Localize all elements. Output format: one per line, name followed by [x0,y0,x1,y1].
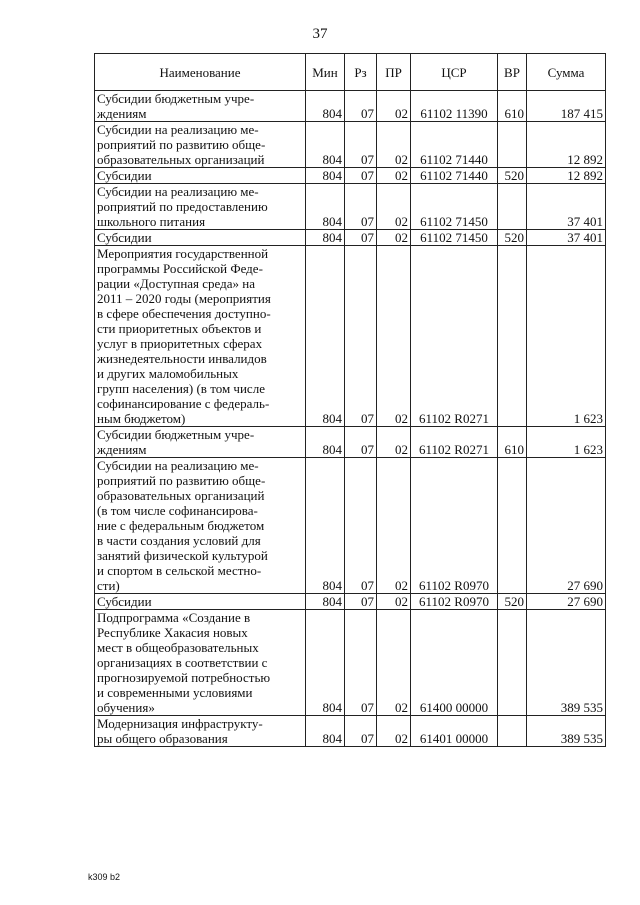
table-row [95,594,606,610]
row-sum: 389 535 [527,716,606,747]
row-vr: 520 [498,594,527,610]
row-name-line: программы Российской Феде- [97,261,263,276]
column-header-pr: ПР [377,54,411,91]
row-name-line: Мероприятия государственной [97,246,269,261]
table-row [95,230,606,246]
row-pr: 02 [377,168,411,184]
row-csr: 61401 00000 [411,716,498,747]
row-csr: 61102 71440 [411,122,498,168]
row-vr [498,716,527,747]
row-rz: 07 [345,184,377,230]
row-pr: 02 [377,427,411,458]
row-name-line: роприятий по развитию обще- [97,473,266,488]
row-name [95,168,306,184]
row-rz: 07 [345,716,377,747]
table-header-row [95,54,606,91]
table-row [95,716,606,747]
row-csr: 61102 R0271 [411,427,498,458]
row-name [95,594,306,610]
row-vr [498,246,527,427]
row-name-line: Субсидии на реализацию ме- [97,122,259,137]
row-vr: 520 [498,168,527,184]
row-name-line: роприятий по предоставлению [97,199,268,214]
row-vr: 520 [498,230,527,246]
row-name-line: софинансирование с федераль- [97,396,270,411]
row-pr: 02 [377,610,411,716]
row-vr: 610 [498,427,527,458]
row-min: 804 [306,122,345,168]
row-name-line: групп населения) (в том числе [97,381,265,396]
table-row [95,184,606,230]
row-min: 804 [306,168,345,184]
row-name-line: и современными условиями [97,685,253,700]
table-body [95,91,606,747]
row-pr: 02 [377,230,411,246]
row-min: 804 [306,230,345,246]
row-rz: 07 [345,610,377,716]
row-min: 804 [306,594,345,610]
row-pr: 02 [377,716,411,747]
row-vr [498,610,527,716]
row-name-line: Субсидии бюджетным учре- [97,91,255,106]
row-name-line: 2011 – 2020 годы (мероприятия [97,291,271,306]
row-name [95,458,306,594]
row-vr [498,122,527,168]
row-vr: 610 [498,91,527,122]
row-min: 804 [306,610,345,716]
row-min: 804 [306,716,345,747]
row-vr [498,458,527,594]
row-pr: 02 [377,246,411,427]
row-rz: 07 [345,168,377,184]
row-name-line: организациях в соответствии с [97,655,268,670]
row-name [95,246,306,427]
row-name-line: Подпрограмма «Создание в [97,610,251,625]
row-pr: 02 [377,122,411,168]
row-sum: 1 623 [527,427,606,458]
row-name-line: Субсидии бюджетным учре- [97,427,255,442]
row-name-line: в части создания условий для [97,533,261,548]
row-sum: 1 623 [527,246,606,427]
row-name-line: в сфере обеспечения доступно- [97,306,271,321]
row-name-line: ры общего образования [97,731,228,746]
row-name-line: прогнозируемой потребностью [97,670,271,685]
row-name [95,716,306,747]
footer-code: k309 b2 [88,872,121,882]
row-min: 804 [306,427,345,458]
row-name-line: рации «Доступная среда» на [97,276,256,291]
row-name-line: образовательных организаций [97,152,265,167]
row-sum: 12 892 [527,122,606,168]
row-csr: 61102 71450 [411,230,498,246]
row-sum: 37 401 [527,230,606,246]
column-header-sum: Сумма [527,54,606,91]
row-name-line: и спортом в сельской местно- [97,563,262,578]
row-csr: 61102 11390 [411,91,498,122]
row-name-line: ние с федеральным бюджетом [97,518,265,533]
row-name [95,122,306,168]
row-name-line: школьного питания [97,214,206,229]
row-sum: 12 892 [527,168,606,184]
row-name-line: Республике Хакасия новых [97,625,248,640]
row-name-line: (в том числе софинансирова- [97,503,258,518]
column-header-rz: Рз [345,54,377,91]
row-csr: 61400 00000 [411,610,498,716]
row-name-line: роприятий по развитию обще- [97,137,266,152]
row-name-line: и других маломобильных [97,366,239,381]
row-name-line: Субсидии [97,168,152,183]
row-name-line: жизнедеятельности инвалидов [97,351,267,366]
row-name [95,610,306,716]
row-csr: 61102 R0970 [411,594,498,610]
row-pr: 02 [377,458,411,594]
page-number: 37 [312,26,328,42]
row-min: 804 [306,184,345,230]
table-row [95,610,606,716]
row-name-line: сти) [97,578,120,593]
row-name-line: ждениям [97,442,147,457]
row-csr: 61102 71440 [411,168,498,184]
row-min: 804 [306,246,345,427]
row-rz: 07 [345,458,377,594]
row-csr: 61102 R0970 [411,458,498,594]
row-name [95,230,306,246]
row-name-line: обучения» [97,700,155,715]
row-name [95,91,306,122]
row-name-line: услуг в приоритетных сферах [97,336,263,351]
row-name-line: Субсидии на реализацию ме- [97,458,259,473]
row-min: 804 [306,458,345,594]
table-row [95,168,606,184]
row-min: 804 [306,91,345,122]
table-row [95,91,606,122]
row-rz: 07 [345,230,377,246]
row-name-line: ным бюджетом) [97,411,186,426]
row-name-line: ждениям [97,106,147,121]
row-sum: 37 401 [527,184,606,230]
row-sum: 187 415 [527,91,606,122]
row-pr: 02 [377,91,411,122]
row-name-line: Модернизация инфраструкту- [97,716,263,731]
table-row [95,122,606,168]
row-sum: 27 690 [527,458,606,594]
row-name-line: Субсидии [97,230,152,245]
budget-table [94,53,606,747]
row-sum: 27 690 [527,594,606,610]
table-row [95,246,606,427]
row-name [95,184,306,230]
row-vr [498,184,527,230]
row-pr: 02 [377,594,411,610]
row-rz: 07 [345,122,377,168]
row-csr: 61102 71450 [411,184,498,230]
row-name-line: сти приоритетных объектов и [97,321,262,336]
row-rz: 07 [345,246,377,427]
table-row [95,458,606,594]
row-pr: 02 [377,184,411,230]
row-rz: 07 [345,594,377,610]
row-name [95,427,306,458]
column-header-vr: ВР [498,54,527,91]
row-name-line: мест в общеобразовательных [97,640,259,655]
table-row [95,427,606,458]
row-name-line: Субсидии [97,594,152,609]
row-sum: 389 535 [527,610,606,716]
row-csr: 61102 R0271 [411,246,498,427]
column-header-name: Наименование [95,54,306,91]
row-name-line: занятий физической культурой [97,548,268,563]
row-name-line: Субсидии на реализацию ме- [97,184,259,199]
row-rz: 07 [345,427,377,458]
column-header-min: Мин [306,54,345,91]
column-header-csr: ЦСР [411,54,498,91]
row-rz: 07 [345,91,377,122]
row-name-line: образовательных организаций [97,488,265,503]
